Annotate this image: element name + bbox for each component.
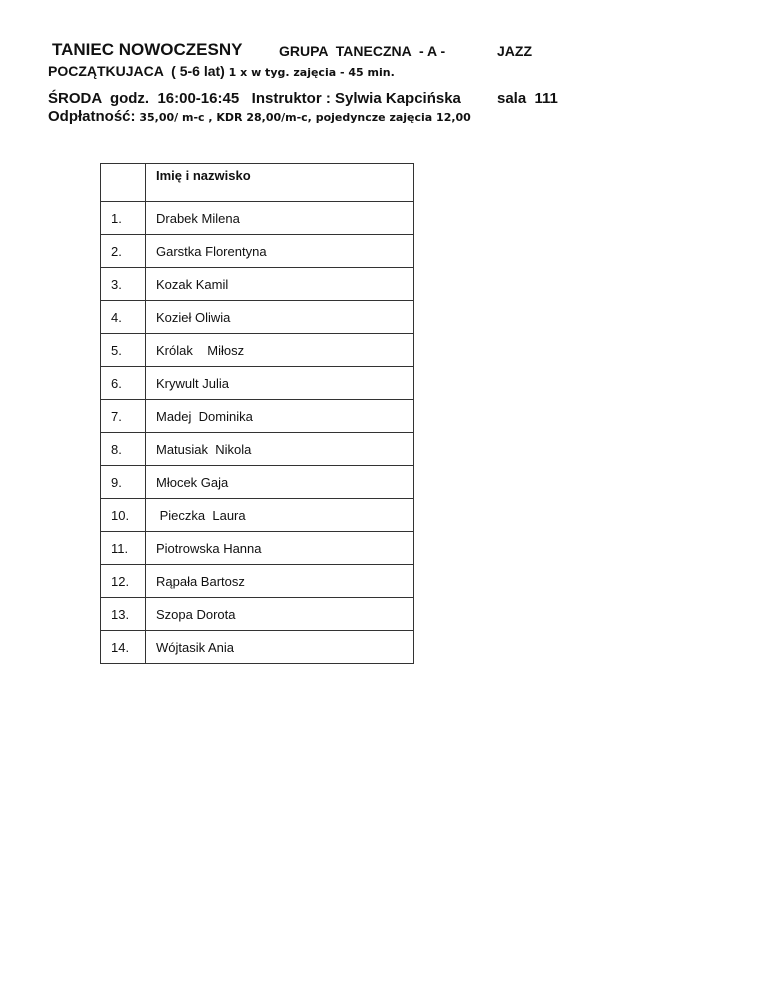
fee-line (48, 108, 471, 125)
name-header-cell: Imię i nazwisko (146, 164, 414, 202)
table-row (101, 598, 414, 631)
fee-label: Odpłatność: (48, 108, 136, 125)
page-title: TANIEC NOWOCZESNY (52, 40, 243, 59)
dance-style: JAZZ (497, 43, 532, 59)
table-row (101, 301, 414, 334)
table-row (101, 466, 414, 499)
row-number: 5. (101, 334, 146, 367)
participants-table (100, 163, 414, 664)
row-number: 8. (101, 433, 146, 466)
table-row (101, 367, 414, 400)
participant-name: Rąpała Bartosz (146, 565, 414, 598)
row-number: 13. (101, 598, 146, 631)
table-row (101, 565, 414, 598)
level-line (48, 63, 395, 79)
room-label: sala 111 (497, 90, 558, 107)
table-header-row (101, 164, 414, 202)
row-number: 9. (101, 466, 146, 499)
participant-name: Wójtasik Ania (146, 631, 414, 664)
participant-name: Krywult Julia (146, 367, 414, 400)
row-number: 3. (101, 268, 146, 301)
participant-name: Matusiak Nikola (146, 433, 414, 466)
participant-name: Kozieł Oliwia (146, 301, 414, 334)
row-number: 10. (101, 499, 146, 532)
table-row (101, 532, 414, 565)
participant-name: Madej Dominika (146, 400, 414, 433)
table-row (101, 433, 414, 466)
fee-text: 35,00/ m-c , KDR 28,00/m-c, pojedyncze zajęcia 12,00 (135, 111, 471, 124)
group-label: GRUPA TANECZNA - A - (279, 43, 446, 59)
participant-name: Garstka Florentyna (146, 235, 414, 268)
table-row (101, 499, 414, 532)
table-row (101, 268, 414, 301)
row-number: 11. (101, 532, 146, 565)
schedule-line: ŚRODA godz. 16:00-16:45 Instruktor : Sylwia Kapcińska (48, 90, 461, 107)
participant-name: Królak Miłosz (146, 334, 414, 367)
participant-name: Drabek Milena (146, 202, 414, 235)
row-number: 6. (101, 367, 146, 400)
level-label: POCZĄTKUJACA ( 5-6 lat) (48, 63, 225, 79)
table-row (101, 400, 414, 433)
row-number: 14. (101, 631, 146, 664)
participant-name: Szopa Dorota (146, 598, 414, 631)
row-number: 2. (101, 235, 146, 268)
table-row (101, 235, 414, 268)
table-row (101, 631, 414, 664)
row-number: 1. (101, 202, 146, 235)
row-number: 12. (101, 565, 146, 598)
participant-name: Kozak Kamil (146, 268, 414, 301)
participants-table-body (101, 164, 414, 664)
participant-name: Pieczka Laura (146, 499, 414, 532)
frequency-text: 1 x w tyg. zajęcia - 45 min. (224, 66, 395, 79)
row-number: 4. (101, 301, 146, 334)
participant-name: Piotrowska Hanna (146, 532, 414, 565)
number-header-cell (101, 164, 146, 202)
table-row (101, 202, 414, 235)
participant-name: Młocek Gaja (146, 466, 414, 499)
table-row (101, 334, 414, 367)
row-number: 7. (101, 400, 146, 433)
